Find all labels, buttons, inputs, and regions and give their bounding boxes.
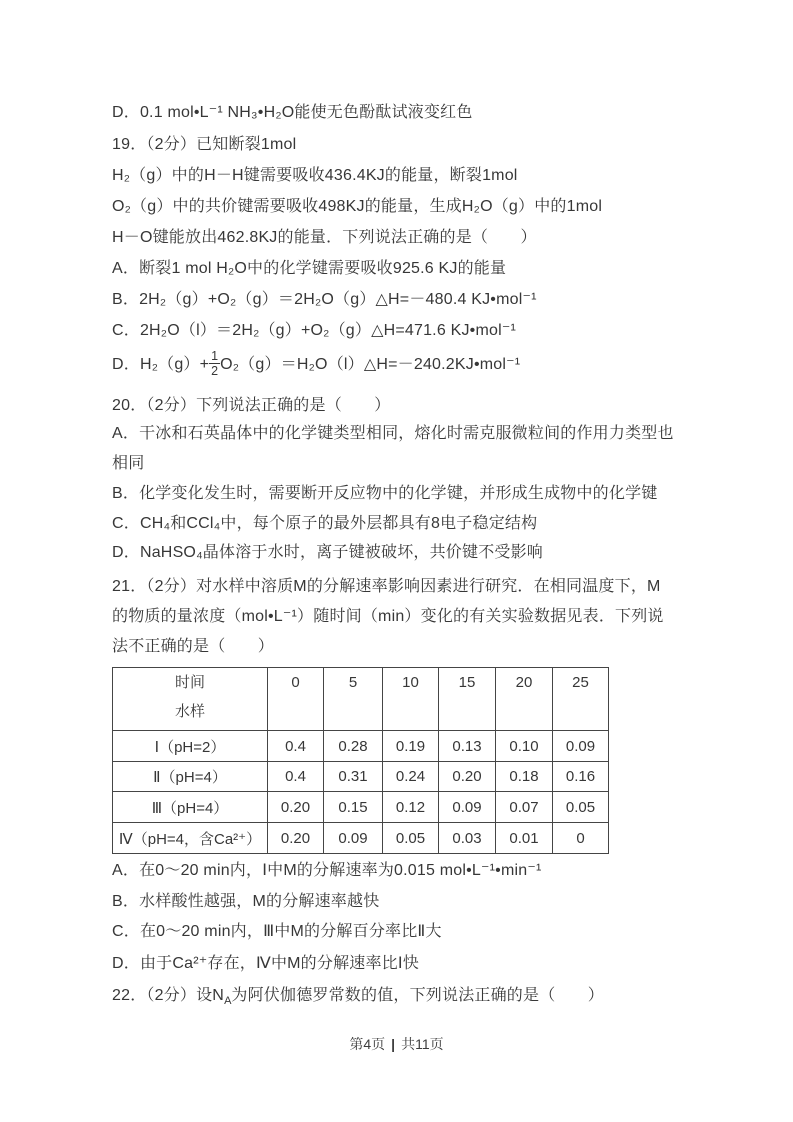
- experiment-data-table: [112, 667, 609, 854]
- table-row: [113, 762, 609, 792]
- corner-label-sample: 水样: [174, 703, 205, 720]
- q21-option-c: C．在0～20 min内，Ⅲ中M的分解百分率比Ⅱ大: [112, 923, 442, 940]
- q20-option-c: C．CH₄和CCl₄中，每个原子的最外层都具有8电子稳定结构: [112, 515, 538, 532]
- q19-option-d: D．H₂（g）+ $\frac{1}{2}$ O₂（g）＝H₂O（l）△H=－240.2KJ•mol⁻¹: [112, 349, 521, 379]
- table-cell: 0.20: [439, 762, 496, 792]
- table-corner-cell: [113, 668, 268, 731]
- table-cell: 0.09: [553, 731, 609, 762]
- q21-stem-line-2: 的物质的量浓度（mol•L⁻¹）随时间（min）变化的有关实验数据见表．下列说: [112, 608, 664, 625]
- table-row-label: Ⅱ（pH=4）: [113, 762, 268, 792]
- q20-heading: 20．（2分）下列说法正确的是（ ）: [112, 397, 391, 414]
- table-cell: 0.19: [383, 731, 439, 762]
- fraction: $\frac{1}{2}$: [211, 349, 219, 379]
- table-time-header: 15: [439, 668, 496, 731]
- table-row: [113, 823, 609, 854]
- q19-option-c: C．2H₂O（l）＝2H₂（g）+O₂（g）△H=471.6 KJ•mol⁻¹: [112, 322, 516, 339]
- table-cell: 0.4: [268, 731, 324, 762]
- q21-stem-line-3: 法不正确的是（ ）: [112, 638, 275, 655]
- table-time-header: 0: [268, 668, 324, 731]
- table-cell: 0.05: [383, 823, 439, 854]
- table-cell: 0.31: [324, 762, 383, 792]
- table-cell: 0.07: [496, 792, 553, 823]
- q21-option-a: A．在0～20 min内，Ⅰ中M的分解速率为0.015 mol•L⁻¹•min⁻¹: [112, 862, 542, 879]
- table-cell: 0.28: [324, 731, 383, 762]
- table-cell: 0.24: [383, 762, 439, 792]
- table-cell: 0.09: [439, 792, 496, 823]
- footer-separator: |: [391, 1036, 396, 1052]
- q19-option-b: B．2H₂（g）+O₂（g）＝2H₂O（g）△H=－480.4 KJ•mol⁻¹: [112, 291, 537, 308]
- table-cell: 0.20: [268, 792, 324, 823]
- q20-option-a-line-2: 相同: [112, 455, 145, 472]
- table-row: [113, 731, 609, 762]
- q18-option-d: D．0.1 mol•L⁻¹ NH₃•H₂O能使无色酚酞试液变红色: [112, 104, 473, 121]
- q20-option-b: B．化学变化发生时，需要断开反应物中的化学键，并形成生成物中的化学键: [112, 485, 658, 502]
- table-time-header: 20: [496, 668, 553, 731]
- corner-label-time: 时间: [174, 674, 205, 691]
- table-cell: 0.09: [324, 823, 383, 854]
- q19-option-a: A．断裂1 mol H₂O中的化学键需要吸收925.6 KJ的能量: [112, 260, 507, 277]
- q19-stem-line-3: O₂（g）中的共价键需要吸收498KJ的能量，生成H₂O（g）中的1mol: [112, 198, 603, 215]
- footer-page-number: 第4页: [349, 1036, 386, 1052]
- q21-option-b: B．水样酸性越强，M的分解速率越快: [112, 893, 380, 910]
- table-time-header: 5: [324, 668, 383, 731]
- table-cell: 0.16: [553, 762, 609, 792]
- table-cell: 0.12: [383, 792, 439, 823]
- table-cell: 0.20: [268, 823, 324, 854]
- table-row-label: Ⅲ（pH=4）: [113, 792, 268, 823]
- table-cell: 0.13: [439, 731, 496, 762]
- table-cell: 0.10: [496, 731, 553, 762]
- table-time-header: 10: [383, 668, 439, 731]
- table-cell: 0.01: [496, 823, 553, 854]
- table-time-header: 25: [553, 668, 609, 731]
- q22-heading: 22．（2分）设$N_A$为阿伏伽德罗常数的值，下列说法正确的是（ ）: [112, 987, 605, 1008]
- table-row-label: Ⅳ（pH=4，含Ca²⁺）: [113, 823, 268, 854]
- table-cell: 0.4: [268, 762, 324, 792]
- q20-option-d: D．NaHSO₄晶体溶于水时，离子键被破坏，共价键不受影响: [112, 544, 544, 561]
- q19-stem-line-4: H－O键能放出462.8KJ的能量．下列说法正确的是（ ）: [112, 229, 537, 246]
- page-footer: [0, 1034, 793, 1054]
- q19-stem-line-2: H₂（g）中的H－H键需要吸收436.4KJ的能量，断裂1mol: [112, 167, 518, 184]
- table-cell: 0.15: [324, 792, 383, 823]
- q20-option-a-line-1: A．干冰和石英晶体中的化学键类型相同，熔化时需克服微粒间的作用力类型也: [112, 425, 674, 442]
- q19-heading: 19．（2分）已知断裂1mol: [112, 136, 297, 153]
- q21-option-d: D．由于Ca²⁺存在，Ⅳ中M的分解速率比Ⅰ快: [112, 955, 419, 972]
- table-cell: 0.03: [439, 823, 496, 854]
- footer-total-pages: 共11页: [401, 1036, 444, 1052]
- table-cell: 0.18: [496, 762, 553, 792]
- table-row-label: Ⅰ（pH=2）: [113, 731, 268, 762]
- table-cell: 0: [553, 823, 609, 854]
- table-cell: 0.05: [553, 792, 609, 823]
- q21-heading-line-1: 21．（2分）对水样中溶质M的分解速率影响因素进行研究．在相同温度下，M: [112, 578, 661, 595]
- table-row: [113, 792, 609, 823]
